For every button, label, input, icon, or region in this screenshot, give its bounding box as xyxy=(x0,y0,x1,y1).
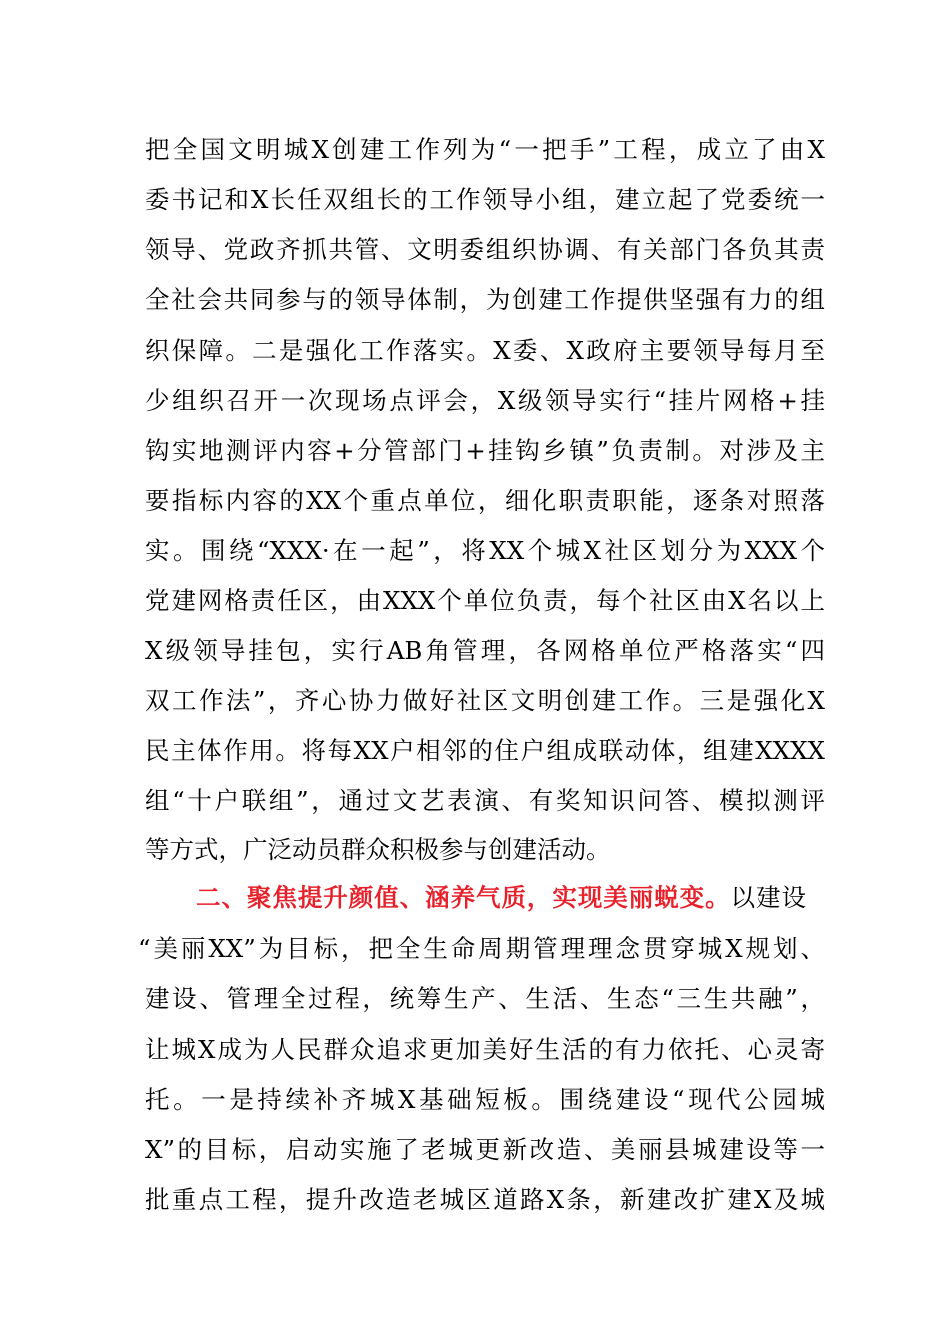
paragraph-line: 组“十户联组”，通过文艺表演、有奖知识问答、模拟测评 xyxy=(145,786,825,815)
paragraph-line: 等方式，广泛动员群众积极参与创建活动。 xyxy=(145,835,611,864)
paragraph-line: 少组织召开一次现场点评会，X级领导实行“挂片网格+挂 xyxy=(145,386,825,415)
paragraph-line: 建设、管理全过程，统筹生产、生活、生态“三生共融”， xyxy=(145,984,825,1013)
paragraph-line: 全社会共同参与的领导体制，为创建工作提供坚强有力的组 xyxy=(145,285,825,314)
paragraph-line: X”的目标，启动实施了老城更新改造、美丽县城建设等一 xyxy=(145,1135,825,1164)
paragraph-line: 委书记和X长任双组长的工作领导小组，建立起了党委统一 xyxy=(145,185,825,214)
paragraph-line: 托。一是持续补齐城X基础短板。围绕建设“现代公园城 xyxy=(145,1085,825,1114)
paragraph-text: 以建设 xyxy=(730,883,807,912)
paragraph-line: 双工作法”，齐心协力做好社区文明创建工作。三是强化X xyxy=(145,686,825,715)
section-heading-line xyxy=(196,878,806,918)
paragraph-line: 批重点工程，提升改造老城区道路X条，新建改扩建X及城 xyxy=(145,1185,825,1214)
paragraph-line: 领导、党政齐抓共管、文明委组织协调、有关部门各负其责 xyxy=(145,235,825,264)
paragraph-line: 让城X成为人民群众追求更加美好生活的有力依托、心灵寄 xyxy=(145,1035,825,1064)
paragraph-line: 民主体作用。将每XX户相邻的住户组成联动体，组建XXXX xyxy=(145,736,825,765)
paragraph-line: 党建网格责任区，由XXX个单位负责，每个社区由X名以上 xyxy=(145,586,825,615)
paragraph-line: 钩实地测评内容+分管部门+挂钩乡镇”负责制。对涉及主 xyxy=(145,436,825,465)
paragraph-line: 要指标内容的XX个重点单位，细化职责职能，逐条对照落 xyxy=(145,486,825,515)
paragraph-line: 织保障。二是强化工作落实。X委、X政府主要领导每月至 xyxy=(145,336,825,365)
paragraph-line: 把全国文明城X创建工作列为“一把手”工程，成立了由X xyxy=(145,135,825,164)
paragraph-line: “美丽XX”为目标，把全生命周期管理理念贯穿城X规划、 xyxy=(138,934,825,963)
section-heading: 二、聚焦提升颜值、涵养气质，实现美丽蜕变。 xyxy=(196,883,731,912)
paragraph-line: X级领导挂包，实行AB角管理，各网格单位严格落实“四 xyxy=(145,636,825,665)
paragraph-line: 实。围绕“XXX·在一起”，将XX个城X社区划分为XXX个 xyxy=(145,536,825,565)
